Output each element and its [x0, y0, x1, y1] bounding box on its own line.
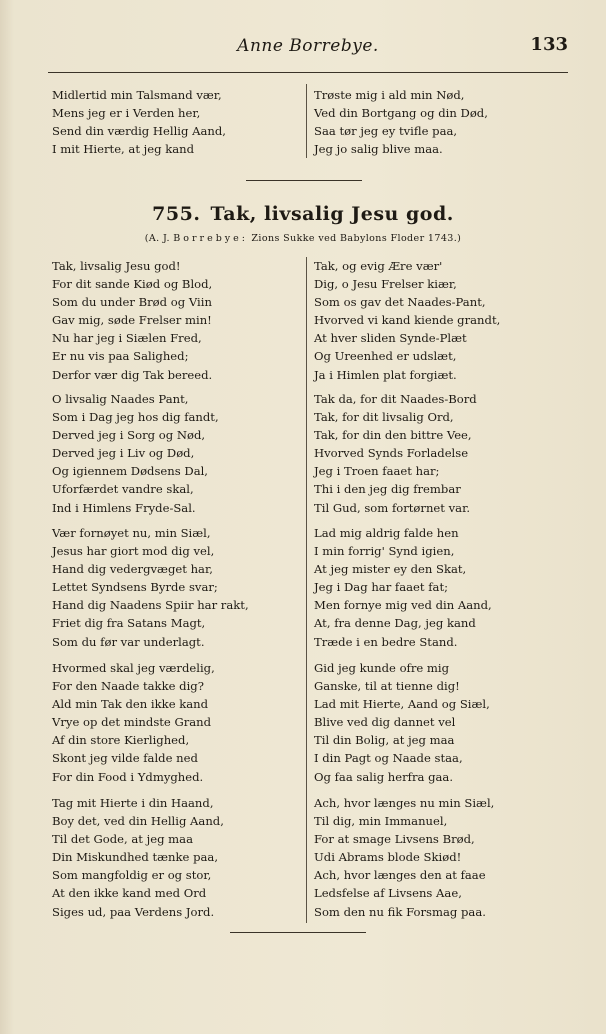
verse-line: Jeg i Troen faaet har; [314, 464, 440, 479]
hymn-title: Tak, livsalig Jesu god. [210, 203, 454, 225]
verse-line: Til dig, min Immanuel, [314, 814, 448, 829]
verse-line: Derved jeg i Liv og Død, [52, 446, 195, 461]
stanza-10 [314, 794, 494, 921]
verse-line: Tak, livsalig Jesu god! [52, 259, 181, 273]
verse-line: O livsalig Naades Pant, [52, 392, 189, 406]
verse-line: Hvorved Synds Forladelse [314, 446, 469, 461]
verse-line: Og faa salig herfra gaa. [314, 769, 454, 784]
verse-line: Som du under Brød og Viin [52, 295, 212, 310]
verse-line: Blive ved dig dannet vel [314, 715, 456, 730]
verse-line: Er nu vis paa Salighed; [52, 349, 189, 364]
verse-line: Men fornye mig ved din Aand, [314, 598, 492, 613]
verse-line: Siges ud, paa Verdens Jord. [52, 904, 215, 919]
verse-line: Lettet Syndsens Byrde svar; [52, 580, 218, 595]
verse-line: Lad mig aldrig falde hen [314, 526, 459, 540]
verse-line: Ald min Tak den ikke kand [52, 697, 209, 712]
stanza-3 [52, 524, 249, 651]
verse-line: I din Pagt og Naade staa, [314, 751, 463, 766]
verse-line: Uforfærdet vandre skal, [52, 482, 194, 497]
hymn-attribution [0, 233, 606, 244]
verse-line: Ach, hvor længes nu min Siæl, [314, 796, 495, 810]
verse-line: Som den nu fik Forsmag paa. [314, 904, 486, 919]
verse-line: At hver sliden Synde-Plæt [314, 331, 467, 346]
verse-line: Udi Abrams blode Skiød! [314, 850, 462, 865]
stanza-5 [52, 794, 224, 921]
verse-line: Tak, for din den bittre Vee, [314, 428, 472, 443]
verse-line: Som i Dag jeg hos dig fandt, [52, 410, 219, 425]
verse-line: Jeg jo salig blive maa. [314, 142, 443, 157]
verse-line: Ach, hvor længes den at faae [314, 868, 486, 883]
verse-line: Gav mig, søde Frelser min! [52, 313, 212, 328]
prev-hymn-left-stanza [52, 86, 226, 158]
verse-line: Nu har jeg i Siælen Fred, [52, 331, 202, 346]
verse-line: Til Gud, som fortørnet var. [314, 500, 471, 515]
verse-line: Tak, for dit livsalig Ord, [314, 410, 454, 425]
verse-line: Ganske, til at tienne dig! [314, 679, 460, 694]
stanza-2 [52, 390, 219, 517]
verse-line: Midlertid min Talsmand vær, [52, 88, 222, 102]
running-title: Anne Borrebye. [237, 36, 379, 56]
verse-line: Mens jeg er i Verden her, [52, 106, 201, 121]
hymn-number: 755. [152, 203, 201, 225]
attribution-source: Zions Sukke ved Babylons Floder 1743.) [247, 233, 462, 244]
header-rule [48, 72, 568, 73]
verse-line: Lad mit Hierte, Aand og Siæl, [314, 697, 490, 712]
verse-line: Tak, og evig Ære vær' [314, 259, 443, 273]
verse-line: Saa tør jeg ey tvifle paa, [314, 124, 458, 139]
verse-line: Din Miskundhed tænke paa, [52, 850, 219, 865]
stanza-1 [52, 257, 212, 384]
verse-line: Friet dig fra Satans Magt, [52, 616, 206, 631]
verse-line: Hvormed skal jeg værdelig, [52, 661, 215, 675]
attribution-author: Borrebye: [173, 233, 248, 244]
verse-line: I min forrig' Synd igien, [314, 544, 455, 559]
verse-line: Hand dig Naadens Spiir har rakt, [52, 598, 249, 613]
verse-line: Boy det, ved din Hellig Aand, [52, 814, 224, 829]
verse-line: Derfor vær dig Tak bereed. [52, 367, 213, 382]
verse-line: Send din værdig Hellig Aand, [52, 124, 226, 139]
verse-line: Gid jeg kunde ofre mig [314, 661, 450, 675]
verse-line: For din Food i Ydmyghed. [52, 769, 204, 784]
verse-line: Og igiennem Dødsens Dal, [52, 464, 208, 479]
verse-line: Skont jeg vilde falde ned [52, 751, 198, 766]
verse-line: Træde i en bedre Stand. [314, 634, 458, 649]
verse-line: Ved din Bortgang og din Død, [314, 106, 488, 121]
stanza-9 [314, 659, 490, 786]
verse-line: Trøste mig i ald min Nød, [314, 88, 465, 102]
verse-line: Vær fornøyet nu, min Siæl, [52, 526, 211, 540]
verse-line: I mit Hierte, at jeg kand [52, 142, 195, 157]
stanza-6 [314, 257, 500, 384]
verse-line: Ledsfelse af Livsens Aae, [314, 886, 462, 901]
verse-line: Hand dig vedergvæget har, [52, 562, 213, 577]
verse-line: Tag mit Hierte i din Haand, [52, 796, 214, 810]
verse-line: Til det Gode, at jeg maa [52, 832, 193, 847]
verse-line: For den Naade takke dig? [52, 679, 204, 694]
page-header [48, 34, 568, 64]
verse-line: Som du før var underlagt. [52, 634, 205, 649]
stanza-8 [314, 524, 492, 651]
column-divider [306, 84, 307, 158]
verse-line: Ja i Himlen plat forgiæt. [314, 367, 457, 382]
stanza-4 [52, 659, 215, 786]
page-number: 133 [530, 34, 568, 55]
verse-line: Ind i Himlens Fryde-Sal. [52, 500, 196, 515]
verse-line: At den ikke kand med Ord [52, 886, 207, 901]
hymn-heading [0, 203, 606, 225]
verse-line: Jesus har giort mod dig vel, [52, 544, 215, 559]
column-divider [306, 257, 307, 923]
end-rule [230, 932, 366, 933]
verse-line: Derved jeg i Sorg og Nød, [52, 428, 206, 443]
attribution-prefix: (A. J. [144, 233, 174, 244]
verse-line: Vrye op det mindste Grand [52, 715, 212, 730]
verse-line: Af din store Kierlighed, [52, 733, 190, 748]
verse-line: For at smage Livsens Brød, [314, 832, 475, 847]
verse-line: Thi i den jeg dig frembar [314, 482, 461, 497]
verse-line: Tak da, for dit Naades-Bord [314, 392, 477, 406]
stanza-7 [314, 390, 477, 517]
verse-line: Dig, o Jesu Frelser kiær, [314, 277, 457, 292]
verse-line: Og Ureenhed er udslæt, [314, 349, 457, 364]
verse-line: Som mangfoldig er og stor, [52, 868, 212, 883]
verse-line: Hvorved vi kand kiende grandt, [314, 313, 501, 328]
verse-line: At jeg mister ey den Skat, [314, 562, 467, 577]
verse-line: For dit sande Kiød og Blod, [52, 277, 213, 292]
verse-line: Til din Bolig, at jeg maa [314, 733, 455, 748]
verse-line: Som os gav det Naades-Pant, [314, 295, 486, 310]
section-divider-rule [246, 180, 362, 181]
verse-line: Jeg i Dag har faaet fat; [314, 580, 449, 595]
prev-hymn-right-stanza [314, 86, 488, 158]
verse-line: At, fra denne Dag, jeg kand [314, 616, 476, 631]
